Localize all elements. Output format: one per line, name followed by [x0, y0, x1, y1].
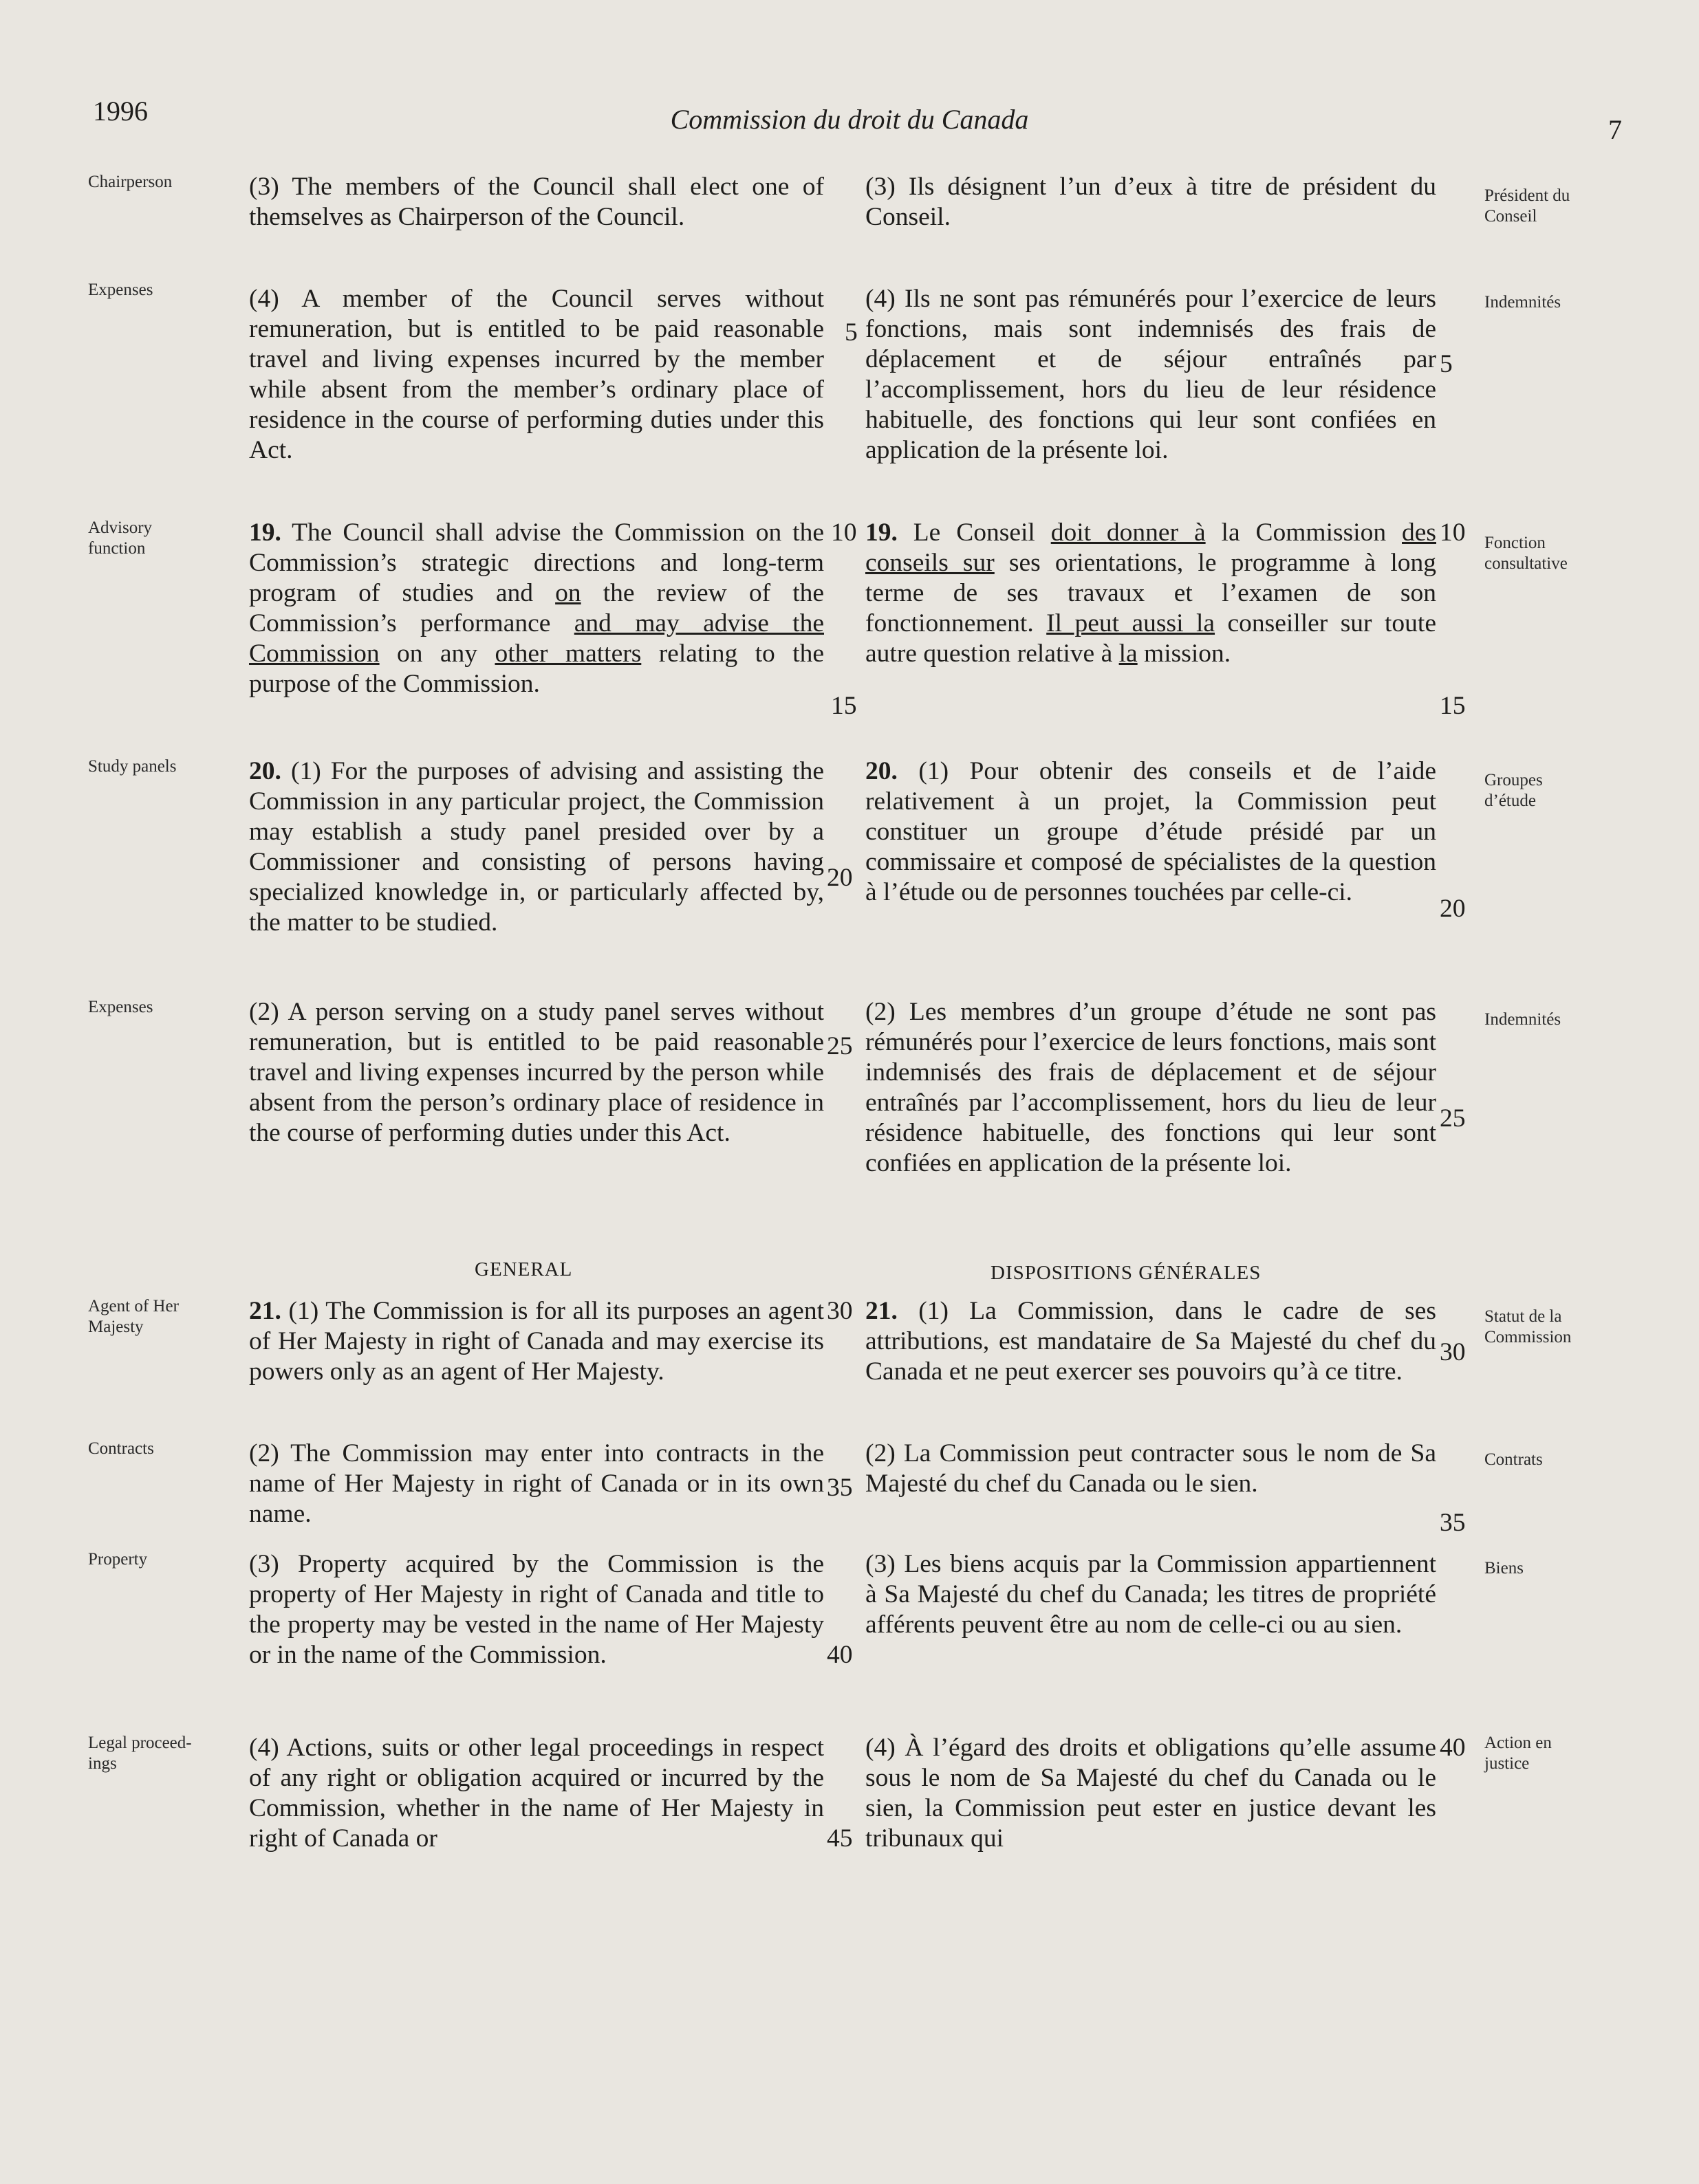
en-subsection-21-4: (4) Actions, suits or other legal proceedings in respect of any right or obligation acquired or incurred by the Commission, whether in the name of Her Majesty in right of Canada or [249, 1734, 824, 1853]
header-year: 1996 [93, 96, 148, 127]
line-number: 45 [827, 1824, 853, 1853]
en-subsection-21-3: (3) Property acquired by the Commission is the property of Her Majesty in right of Canada and title to the property may be vested in the name of Her Majesty or in the name of the Commission. [249, 1550, 824, 1669]
margin-note-expenses: Expenses [88, 998, 153, 1016]
fr-subsection-21-2: (2) La Commission peut contracter sous le nom de Sa Majesté du chef du Canada ou le sien. [865, 1439, 1436, 1498]
line-number: 10 [831, 518, 857, 547]
section-number: 21. [865, 1297, 898, 1325]
margin-note-indemnites: Indemnités [1484, 293, 1561, 312]
margin-note-action-justice: Action en justice [1484, 1734, 1552, 1773]
line-number: 40 [1440, 1734, 1466, 1762]
line-number: 40 [827, 1641, 853, 1669]
fr-subsection-18-4: (4) Ils ne sont pas rémunérés pour l’exercice de leurs fonctions, mais sont indemnisés des frais de déplacement et de séjour entraînés par l’accomplissement, hors du lieu de leur résidence habituelle, des fonctions qui leur sont confiées en application de la présente loi. [865, 285, 1436, 464]
en-section-20-1: 20. (1) For the purposes of advising and assisting the Commission in any particular project, the Commission may establish a study panel presided over by a Commissioner and consisting of persons having specialized knowledge in, or particularly affected by, the matter to be studied. [249, 757, 824, 937]
margin-note-legal-proceedings: Legal proceed- ings [88, 1734, 192, 1773]
line-number: 15 [831, 692, 857, 720]
line-number: 15 [1440, 692, 1466, 720]
margin-note-study-panels: Study panels [88, 757, 177, 776]
fr-subsection-20-2: (2) Les membres d’un groupe d’étude ne sont pas rémunérés pour l’exercice de leurs fonctions, mais sont indemnisés des frais de déplacement et de séjour entraînés par l’accomplissement, hors du lieu de leur résidence habituelle, des fonctions qui leur sont confiées en application de la présente loi. [865, 998, 1436, 1177]
margin-note-advisory-function: Advisory function [88, 518, 153, 558]
en-subsection-18-3: (3) The members of the Council shall elect one of themselves as Chairperson of the Council. [249, 173, 824, 231]
en-subsection-21-2: (2) The Commission may enter into contracts in the name of Her Majesty in right of Canada or in its own name. [249, 1439, 824, 1528]
line-number: 5 [845, 318, 858, 347]
line-number: 35 [827, 1474, 853, 1502]
line-number: 20 [827, 864, 853, 892]
line-number: 20 [1440, 895, 1466, 923]
margin-note-chairperson: Chairperson [88, 173, 173, 191]
fr-section-20-1: 20. (1) Pour obtenir des conseils et de l’aide relativement à un projet, la Commission peut constituer un groupe d’étude présidé par un commissaire et composé de spécialistes de la question à l’étude ou de personnes touchées par celle-ci. [865, 757, 1436, 906]
fr-section-19: 19. Le Conseil doit donner à la Commission des conseils sur ses orientations, le programme à long terme de ses travaux et l’examen de son fonctionnement. Il peut aussi la conseiller sur toute autre question relative à la mission. [865, 518, 1437, 668]
margin-note-indemnites: Indemnités [1484, 1010, 1561, 1029]
en-section-19: 19. The Council shall advise the Commission on the Commission’s strategic directions and long-term program of studies and on the review of the Commission’s performance and may advise the Commission on any other matters relating to the purpose of the Commission. [249, 518, 825, 698]
fr-section-21-1: 21. (1) La Commission, dans le cadre de ses attributions, est mandataire de Sa Majesté du chef du Canada et ne peut exercer ses pouvoirs qu’à ce titre. [865, 1297, 1436, 1386]
line-number: 25 [827, 1032, 853, 1060]
margin-note-biens: Biens [1484, 1559, 1524, 1577]
section-number: 19. [865, 518, 898, 547]
margin-note-groupes-etude: Groupes d’étude [1484, 771, 1543, 810]
margin-note-property: Property [88, 1550, 148, 1569]
line-number: 30 [1440, 1338, 1466, 1366]
margin-note-contrats: Contrats [1484, 1450, 1543, 1469]
margin-note-statut: Statut de la Commission [1484, 1307, 1572, 1346]
margin-note-expenses: Expenses [88, 281, 153, 299]
line-number: 10 [1440, 518, 1466, 547]
fr-subsection-21-4: (4) À l’égard des droits et obligations qu’elle assume sous le nom de Sa Majesté du chef du Canada ou le sien, la Commission peut ester en justice devant les tribunaux qui [865, 1734, 1436, 1853]
page-number: 7 [1608, 114, 1622, 145]
line-number: 30 [827, 1297, 853, 1325]
section-number: 20. [249, 757, 281, 785]
en-heading-general: GENERAL [475, 1258, 573, 1280]
margin-note-agent: Agent of Her Majesty [88, 1297, 179, 1336]
en-section-21-1: 21. (1) The Commission is for all its purposes an agent of Her Majesty in right of Canada and may exercise its powers only as an agent of Her Majesty. [249, 1297, 824, 1386]
section-number: 21. [249, 1297, 281, 1325]
header-title: Commission du droit du Canada [670, 104, 1029, 135]
margin-note-president: Président du Conseil [1484, 186, 1570, 226]
fr-subsection-18-3: (3) Ils désignent l’un d’eux à titre de président du Conseil. [865, 173, 1436, 231]
margin-note-contracts: Contracts [88, 1439, 154, 1458]
section-number: 19. [249, 518, 281, 547]
line-number: 25 [1440, 1104, 1466, 1133]
line-number: 35 [1440, 1509, 1466, 1537]
fr-heading-dispositions-generales: DISPOSITIONS GÉNÉRALES [991, 1262, 1262, 1284]
section-number: 20. [865, 757, 898, 785]
en-subsection-20-2: (2) A person serving on a study panel serves without remuneration, but is entitled to be paid reasonable travel and living expenses incurred by the person while absent from the person’s ordinary place of residence in the course of performing duties under this Act. [249, 998, 824, 1147]
en-subsection-18-4: (4) A member of the Council serves without remuneration, but is entitled to be paid reasonable travel and living expenses incurred by the member while absent from the member’s ordinary place of residence in the course of performing duties under this Act. [249, 285, 824, 464]
line-number: 5 [1440, 350, 1453, 378]
fr-subsection-21-3: (3) Les biens acquis par la Commission appartiennent à Sa Majesté du chef du Canada; les titres de propriété afférents peuvent être au nom de celle-ci ou au sien. [865, 1550, 1436, 1639]
margin-note-fonction-consultative: Fonction consultative [1484, 534, 1568, 573]
